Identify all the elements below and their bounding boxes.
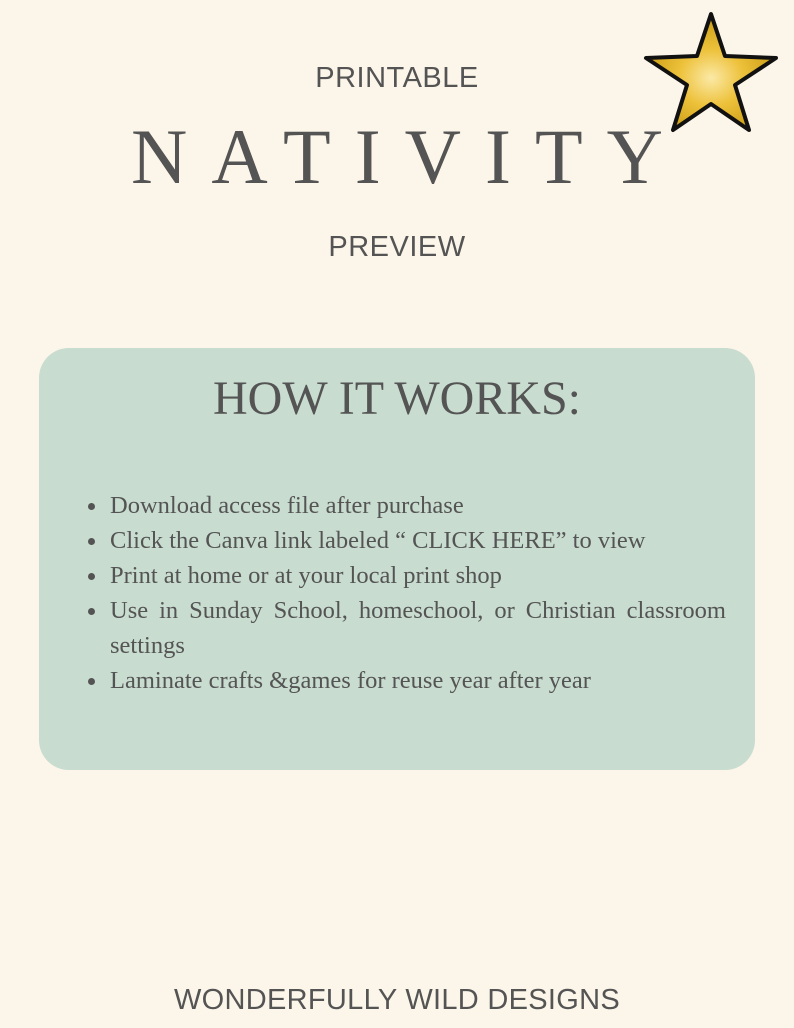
star-icon bbox=[640, 8, 782, 136]
printable-kicker: PRINTABLE bbox=[315, 62, 479, 94]
list-item: Print at home or at your local print shop bbox=[110, 558, 726, 593]
how-it-works-card bbox=[39, 348, 755, 770]
list-item: Use in Sunday School, homeschool, or Christian classroom settings bbox=[110, 593, 726, 663]
list-item: Laminate crafts &games for reuse year after year bbox=[110, 663, 726, 698]
list-item: Click the Canva link labeled “ CLICK HERE” to view bbox=[110, 523, 726, 558]
preview-subtitle: PREVIEW bbox=[328, 231, 466, 263]
how-it-works-heading: HOW IT WORKS: bbox=[212, 372, 581, 425]
steps-list bbox=[110, 488, 726, 698]
brand-footer: WONDERFULLY WILD DESIGNS bbox=[173, 984, 621, 1016]
page-title: NATIVITY bbox=[131, 113, 687, 200]
list-item: Download access file after purchase bbox=[110, 488, 726, 523]
